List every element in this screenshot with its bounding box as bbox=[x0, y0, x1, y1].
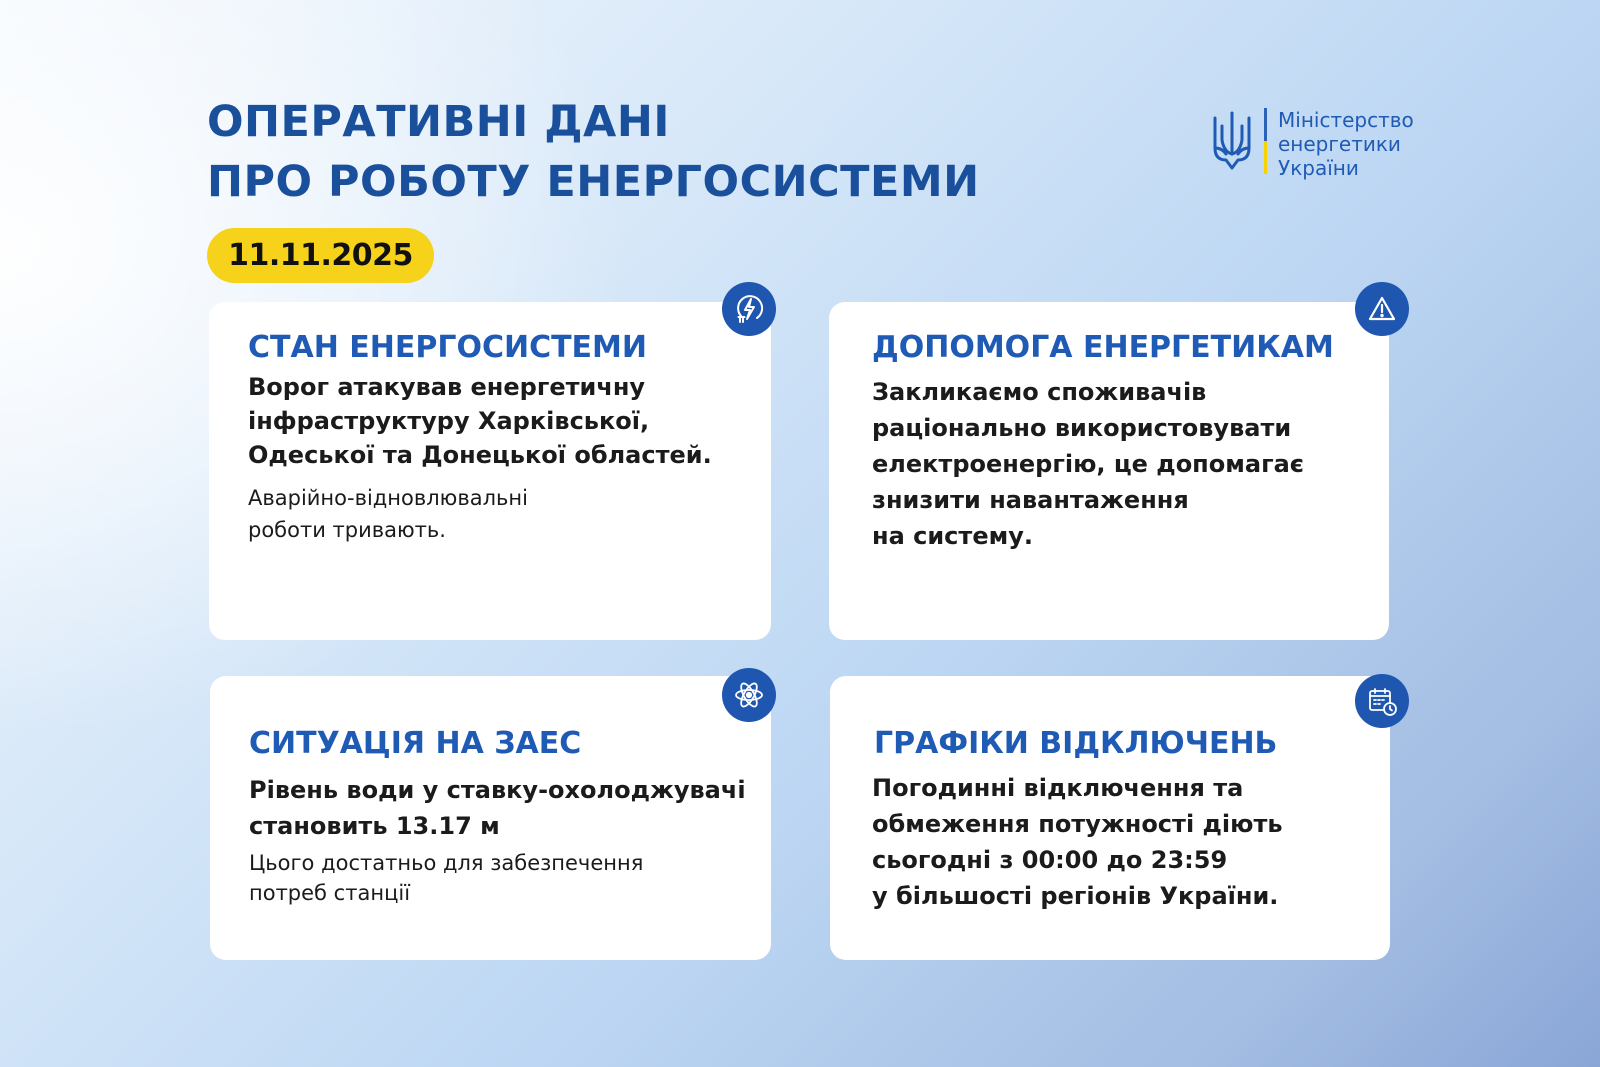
card-zaes bbox=[210, 676, 771, 960]
trident-icon bbox=[1212, 110, 1252, 172]
card-bold-text: Закликаємо споживачів раціонально використовувати електроенергію, це допомагає знизити навантаження на систему. bbox=[872, 378, 1305, 550]
card-title: СТАН ЕНЕРГОСИСТЕМИ bbox=[248, 330, 648, 365]
card-bold-text: Ворог атакував енергетичну інфраструктуру Харківської, Одеської та Донецької областей. bbox=[248, 373, 712, 469]
title-line-1: ОПЕРАТИВНІ ДАНІ bbox=[207, 97, 670, 147]
warning-icon bbox=[1355, 282, 1409, 336]
ministry-logo bbox=[1212, 108, 1414, 180]
energy-bolt-icon bbox=[722, 282, 776, 336]
card-bold-text: Рівень води у ставку-охолоджувачі становить 13.17 м bbox=[249, 776, 746, 840]
card-title: ДОПОМОГА ЕНЕРГЕТИКАМ bbox=[872, 330, 1334, 365]
atom-icon bbox=[722, 668, 776, 722]
logo-line-3: України bbox=[1278, 156, 1359, 180]
card-bold-text: Погодинні відключення та обмеження потужності діють сьогодні з 00:00 до 23:59 у більшості регіонів України. bbox=[872, 774, 1283, 910]
calendar-clock-icon bbox=[1355, 674, 1409, 728]
page-title bbox=[207, 92, 980, 212]
logo-line-2: енергетики bbox=[1278, 132, 1401, 156]
date-badge: 11.11.2025 bbox=[207, 228, 434, 283]
card-energy-system bbox=[209, 302, 771, 640]
logo-divider bbox=[1264, 108, 1267, 174]
card-schedules bbox=[830, 676, 1390, 960]
card-help bbox=[829, 302, 1389, 640]
card-text: Аварійно-відновлювальні роботи тривають. bbox=[248, 486, 528, 542]
card-title: ГРАФІКИ ВІДКЛЮЧЕНЬ bbox=[874, 726, 1278, 761]
title-line-2: ПРО РОБОТУ ЕНЕРГОСИСТЕМИ bbox=[207, 157, 980, 207]
card-text: Цього достатньо для забезпечення потреб станції bbox=[249, 851, 644, 905]
logo-text bbox=[1278, 108, 1414, 180]
card-title: СИТУАЦІЯ НА ЗАЕС bbox=[249, 726, 582, 761]
logo-line-1: Міністерство bbox=[1278, 108, 1414, 132]
